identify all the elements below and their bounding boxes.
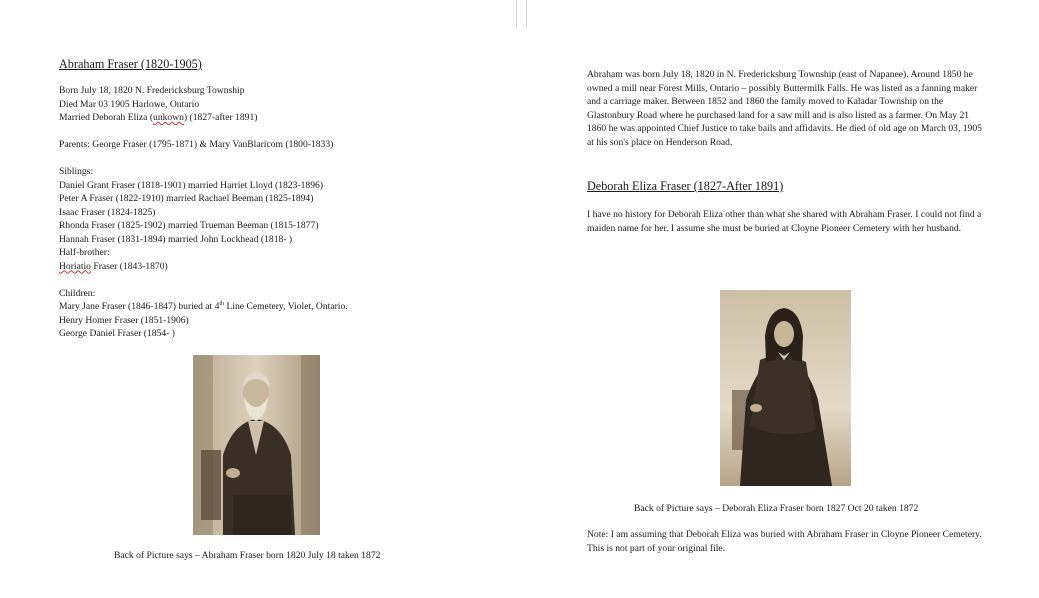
note-block bbox=[587, 528, 987, 555]
married-suffix: ) (1827-after 1891) bbox=[183, 112, 258, 123]
sibling-item: Hannah Fraser (1831-1894) married John Lockhead (1818- ) bbox=[59, 233, 293, 245]
abraham-title: Abraham Fraser (1820-1905) bbox=[59, 57, 202, 71]
parents-line: Parents: George Fraser (1795-1871) & Mary VanBlaricom (1800-1833) bbox=[59, 139, 334, 150]
born-line: Born July 18, 1820 N. Fredericksburg Township bbox=[59, 85, 245, 96]
married-prefix: Married Deborah Eliza ( bbox=[59, 112, 154, 123]
left-page bbox=[59, 56, 499, 341]
spellcheck-unkown: unkown bbox=[153, 112, 184, 123]
right-page bbox=[587, 68, 987, 149]
children-label: Children: bbox=[59, 287, 96, 299]
half-brother-line bbox=[59, 260, 499, 274]
half-brother-rest: Fraser (1843-1870) bbox=[90, 260, 168, 272]
deborah-portrait-photo bbox=[720, 290, 851, 486]
abraham-photo-caption: Back of Picture says – Abraham Fraser born 1820 July 18 taken 1872 bbox=[114, 550, 381, 561]
deborah-history-block bbox=[587, 208, 987, 235]
page-divider-right bbox=[526, 0, 527, 28]
child1-prefix: Mary Jane Fraser (1846-1847) buried at 4 bbox=[59, 301, 220, 312]
note-paragraph: Note: I am assuming that Deborah Eliza was buried with Abraham Fraser in Cloyne Pioneer Cemetery. This is not part of your original file. bbox=[587, 529, 982, 554]
siblings-label: Siblings: bbox=[59, 166, 94, 177]
sibling-item: Peter A Fraser (1822-1910) married Rachael Beeman (1825-1894) bbox=[59, 193, 314, 204]
abraham-bio-paragraph: Abraham was born July 18, 1820 in N. Fredericksburg Township (east of Napanee). Around 1850 he owned a mill near Forest Mills, Ontario – possibly Buttermilk Falls. He was listed as a fanning maker and a carriage maker. Between 1852 and 1860 the family moved to Kaladar Township on the Glastonbury Road where he purchased land for a saw mill and is also listed as a farmer. On May 21 1860 he was appointed Chief Justice to take bails and affidavits. He died of old age on March 03, 1905 at his son's place on Henderson Road. bbox=[587, 69, 982, 148]
child1-sup: th bbox=[219, 300, 225, 307]
child-item: George Daniel Fraser (1854- ) bbox=[59, 328, 175, 339]
sibling-item: Isaac Fraser (1824-1825) bbox=[59, 206, 156, 218]
page-divider-left bbox=[516, 0, 517, 28]
child-item bbox=[59, 300, 499, 314]
deborah-photo-caption: Back of Picture says – Deborah Eliza Fraser born 1827 Oct 20 taken 1872 bbox=[634, 503, 919, 514]
deborah-title: Deborah Eliza Fraser (1827-After 1891) bbox=[587, 179, 784, 193]
child-item: Henry Homer Fraser (1851-1906) bbox=[59, 314, 189, 326]
died-line: Died Mar 03 1905 Harlowe, Ontario bbox=[59, 98, 200, 110]
deborah-history-paragraph: I have no history for Deborah Eliza other than what she shared with Abraham Fraser. I could not find a maiden name for her. I assume she must be buried at Cloyne Pioneer Cemetery with her husband. bbox=[587, 209, 982, 234]
child1-suffix: Line Cemetery, Violet, Ontario. bbox=[224, 301, 348, 312]
married-line bbox=[59, 111, 499, 125]
sibling-item: Rhonda Fraser (1825-1902) married Trueman Beeman (1815-1877) bbox=[59, 220, 319, 231]
sibling-item: Daniel Grant Fraser (1818-1901) married Harriet Lloyd (1823-1896) bbox=[59, 179, 324, 191]
abraham-portrait-photo bbox=[193, 355, 320, 535]
half-brother-label: Half-brother: bbox=[59, 247, 110, 258]
spellcheck-horiatio: Horiatio bbox=[59, 260, 91, 272]
